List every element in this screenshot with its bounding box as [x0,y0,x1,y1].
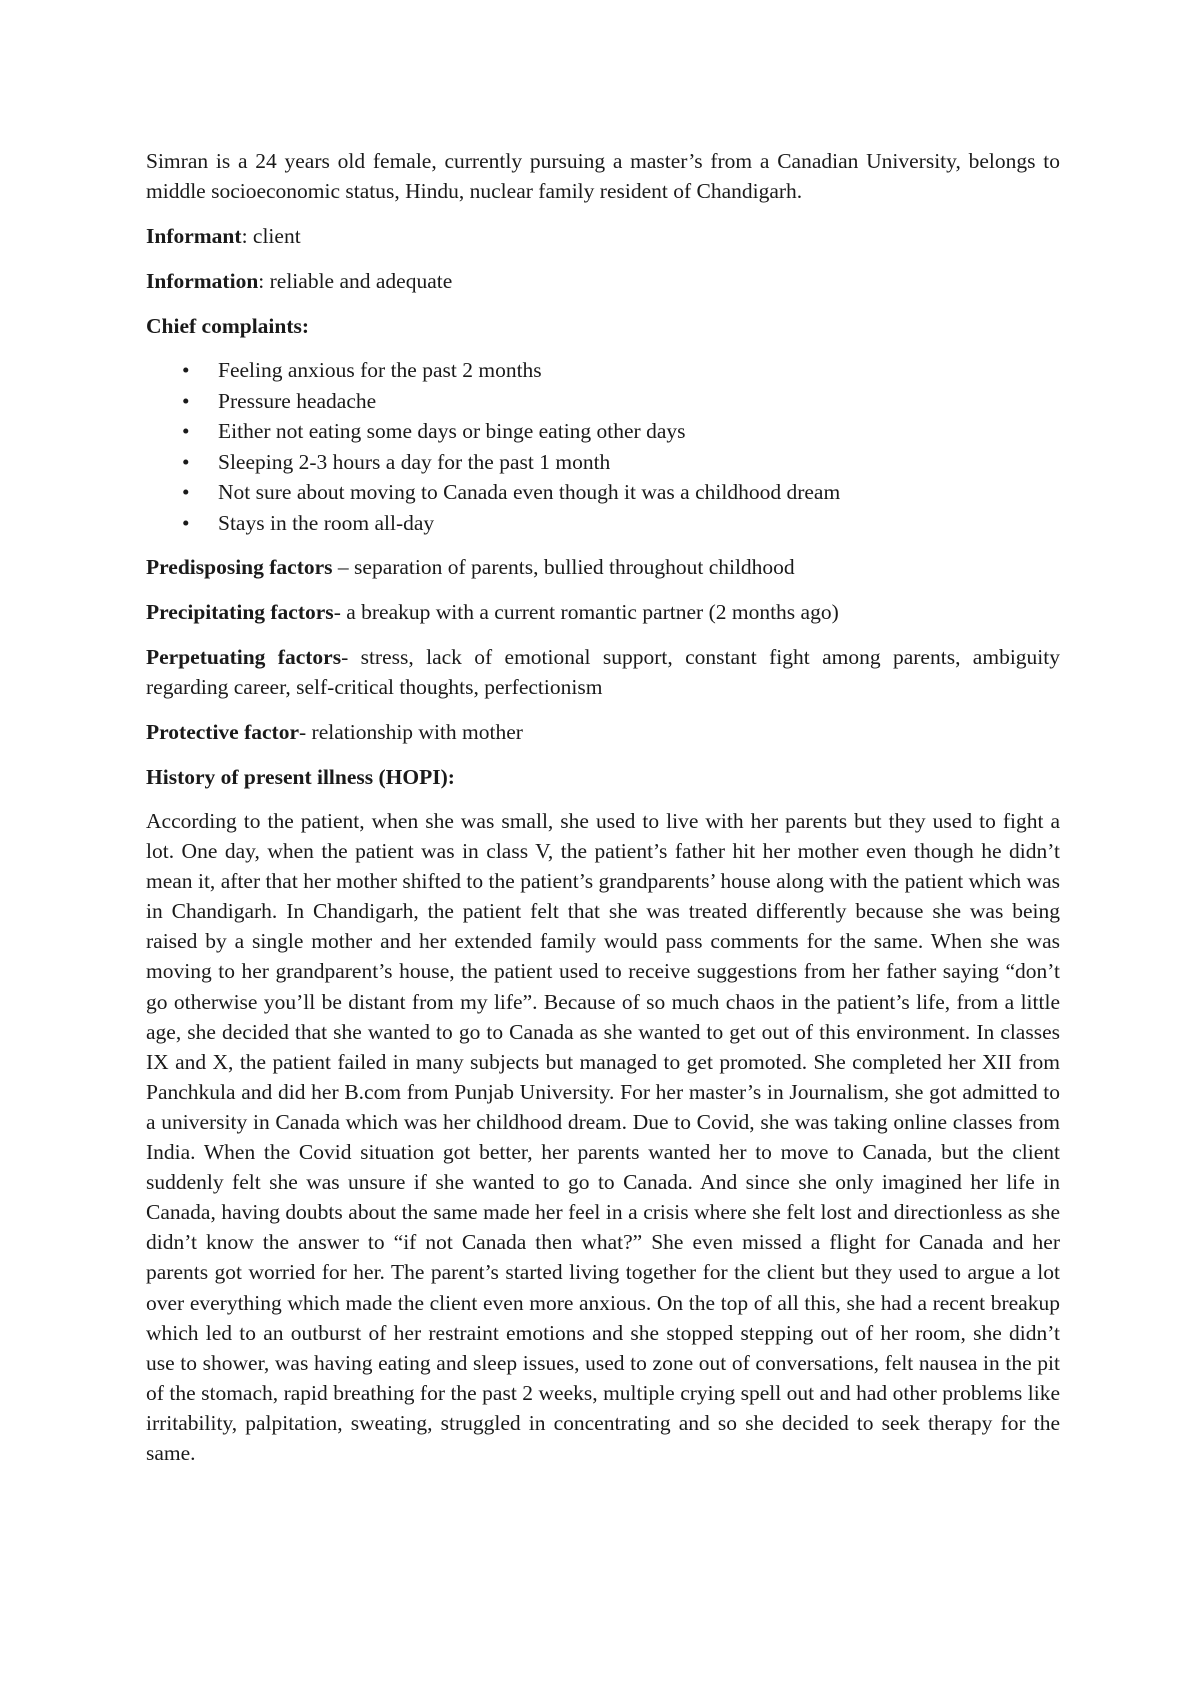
complaint-text: Stays in the room all-day [218,510,435,535]
complaint-text: Not sure about moving to Canada even though it was a childhood dream [218,480,841,504]
list-item [146,508,1060,539]
bullet-icon: • [182,510,190,535]
predisposing-label: Predisposing factors [146,555,333,579]
complaint-text: Pressure headache [218,388,377,413]
information-label: Information [146,269,259,293]
informant-line [146,221,1060,251]
complaint-text: Sleeping 2-3 hours a day for the past 1 month [218,449,611,474]
protective-label: Protective factor [146,720,299,744]
protective-factor [146,717,1060,747]
precipitating-label: Precipitating factors [146,600,334,624]
chief-complaints-heading: Chief complaints: [146,314,310,338]
hopi-heading: History of present illness (HOPI): [146,765,455,789]
information-line [146,266,1060,296]
information-value: : reliable and adequate [258,269,453,293]
perpetuating-label: Perpetuating factors [146,645,342,669]
precipitating-value: - a breakup with a current romantic partner (2 months ago) [333,600,839,624]
informant-label: Informant [146,224,242,248]
protective-value: - relationship with mother [299,720,523,744]
intro-paragraph: Simran is a 24 years old female, currently pursuing a master’s from a Canadian University, belongs to middle socioeconomic status, Hindu, nuclear family resident of Chandigarh. [146,149,1060,203]
complaint-text: Either not eating some days or binge eating other days [218,419,686,443]
perpetuating-value: - stress, lack of emotional support, constant fight among parents, ambiguity regarding career, self-critical thoughts, perfectionism [146,645,1060,699]
precipitating-factors [146,597,1060,627]
informant-value: : client [241,224,301,248]
predisposing-factors [146,552,1060,582]
list-item [146,477,1060,508]
bullet-icon: • [182,449,190,474]
perpetuating-factors [146,642,1060,702]
list-item [146,416,1060,447]
complaint-text: Feeling anxious for the past 2 months [218,358,542,382]
document-page [146,146,1060,1483]
bullet-icon: • [182,388,190,413]
list-item [146,386,1060,417]
list-item [146,447,1060,478]
predisposing-value: – separation of parents, bullied throughout childhood [332,555,795,579]
hopi-paragraph: According to the patient, when she was small, she used to live with her parents but they used to fight a lot. One day, when the patient was in class V, the patient’s father hit her mother even though he didn’t mean it, after that her mother shifted to the patient’s grandparents’ house along with the patient which was in Chandigarh. In Chandigarh, the patient felt that she was treated differently because she was being raised by a single mother and her extended family would pass comments for the same. When she was moving to her grandparent’s house, the patient used to receive suggestions from her father saying “don’t go otherwise you’ll be distant from my life”. Because of so much chaos in the patient’s life, from a little age, she decided that she wanted to go to Canada as she wanted to get out of this environment. In classes IX and X, the patient failed in many subjects but managed to get promoted. She completed her XII from Panchkula and did her B.com from Punjab University. For her master’s in Journalism, she got admitted to a university in Canada which was her childhood dream. Due to Covid, she was taking online classes from India. When the Covid situation got better, her parents wanted her to move to Canada, but the client suddenly felt she was unsure if she wanted to go to Canada. And since she only imagined her life in Canada, having doubts about the same made her feel in a crisis where she felt lost and directionless as she didn’t know the answer to “if not Canada then what?” She even missed a flight for Canada and her parents got worried for her. The parent’s started living together for the client but they used to argue a lot over everything which made the client even more anxious. On the top of all this, she had a recent breakup which led to an outburst of her restraint emotions and she stopped stepping out of her room, she didn’t use to shower, was having eating and sleep issues, used to zone out of conversations, felt nausea in the pit of the stomach, rapid breathing for the past 2 weeks, multiple crying spell out and had other problems like irritability, palpitation, sweating, struggled in concentrating and so she decided to seek therapy for the same. [146,809,1060,1465]
bullet-icon: • [182,480,190,504]
chief-complaints-list [146,355,1060,538]
bullet-icon: • [182,358,190,382]
bullet-icon: • [182,419,190,443]
list-item [146,355,1060,386]
